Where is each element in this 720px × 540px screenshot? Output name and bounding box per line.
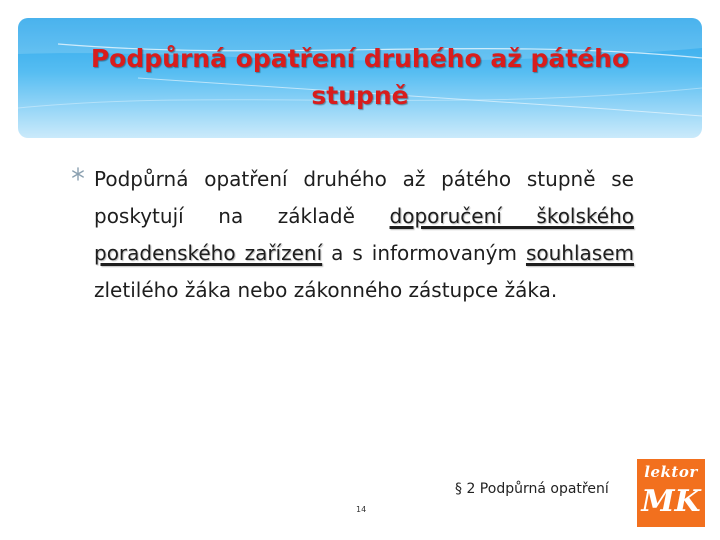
body-text-part-1: Podpůrná opatření druhého až pátého stupně se poskytují na základě [94, 167, 634, 228]
logo-text-line-1: lektor [644, 463, 698, 481]
lektor-mk-logo [637, 459, 705, 527]
slide-title-line-1: Podpůrná opatření druhého až pátého [90, 44, 630, 73]
logo-text-line-2: MK [641, 484, 701, 519]
title-banner [18, 18, 702, 138]
consent-link[interactable]: souhlasem [525, 241, 634, 265]
recommendation-link[interactable]: doporučení školského poradenského zařízení [94, 204, 634, 265]
asterisk-bullet-icon [70, 166, 86, 182]
slide-title [18, 40, 702, 114]
body-text-part-2: a s informovaným [322, 241, 526, 265]
slide-title-line-2: stupně [311, 81, 409, 110]
footer-reference: § 2 Podpůrná opatření [455, 481, 609, 497]
body-text-part-3: zletilého žáka nebo zákonného zástupce žáka. [94, 278, 558, 302]
page-number: 14 [356, 505, 367, 514]
body-paragraph [94, 161, 634, 309]
